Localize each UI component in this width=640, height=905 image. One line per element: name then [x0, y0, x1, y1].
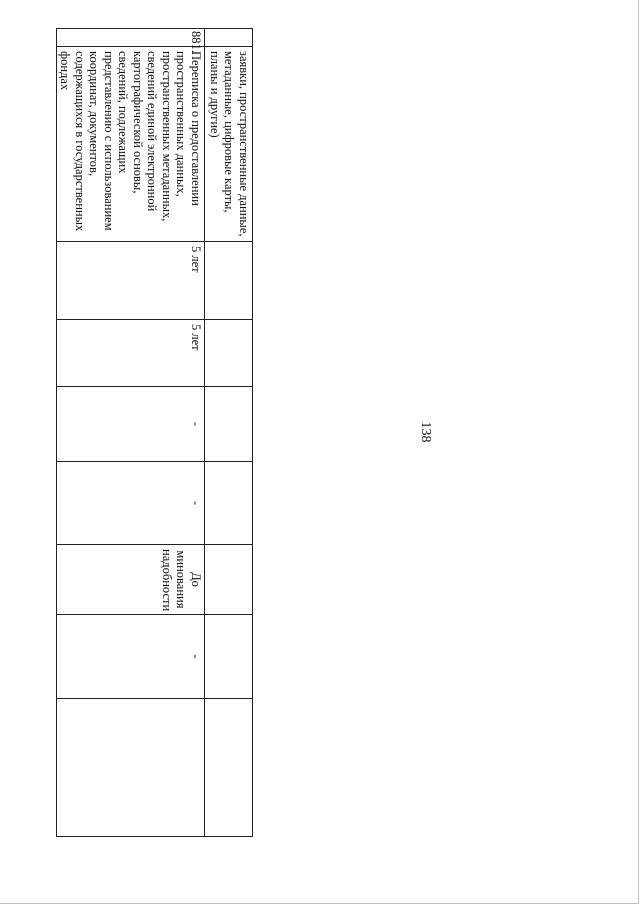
cell-col-a — [205, 242, 253, 320]
cell-name: заявки, пространственные данные, метаданные, цифровые карты, планы и другие) — [205, 47, 253, 242]
cell-col-b: 5 лет — [57, 320, 205, 387]
cell-number: 881. — [57, 29, 205, 47]
cell-col-e — [205, 545, 253, 615]
cell-col-a: 5 лет — [57, 242, 205, 320]
records-table — [56, 28, 253, 837]
table-row-continuation — [205, 29, 253, 837]
page-number: 138 — [418, 421, 433, 443]
cell-number — [205, 29, 253, 47]
cell-col-f — [205, 615, 253, 699]
cell-col-b — [205, 320, 253, 387]
rotated-table-container — [57, 28, 253, 836]
cell-col-g — [205, 699, 253, 837]
cell-col-e: До минования надобности — [57, 545, 205, 615]
cell-col-g — [57, 699, 205, 837]
cell-name: Переписка о предоставлении пространственных данных, пространственных метаданных, сведений единой электронной картографической основы, сведений, подлежащих представлению с использованием координат, документов, содержащихся в государственных фондах — [57, 47, 205, 242]
cell-col-f: - — [57, 615, 205, 699]
table-row-881 — [57, 29, 205, 837]
cell-col-c — [205, 387, 253, 462]
cell-col-d — [205, 462, 253, 545]
cell-col-c: - — [57, 387, 205, 462]
cell-col-d: - — [57, 462, 205, 545]
